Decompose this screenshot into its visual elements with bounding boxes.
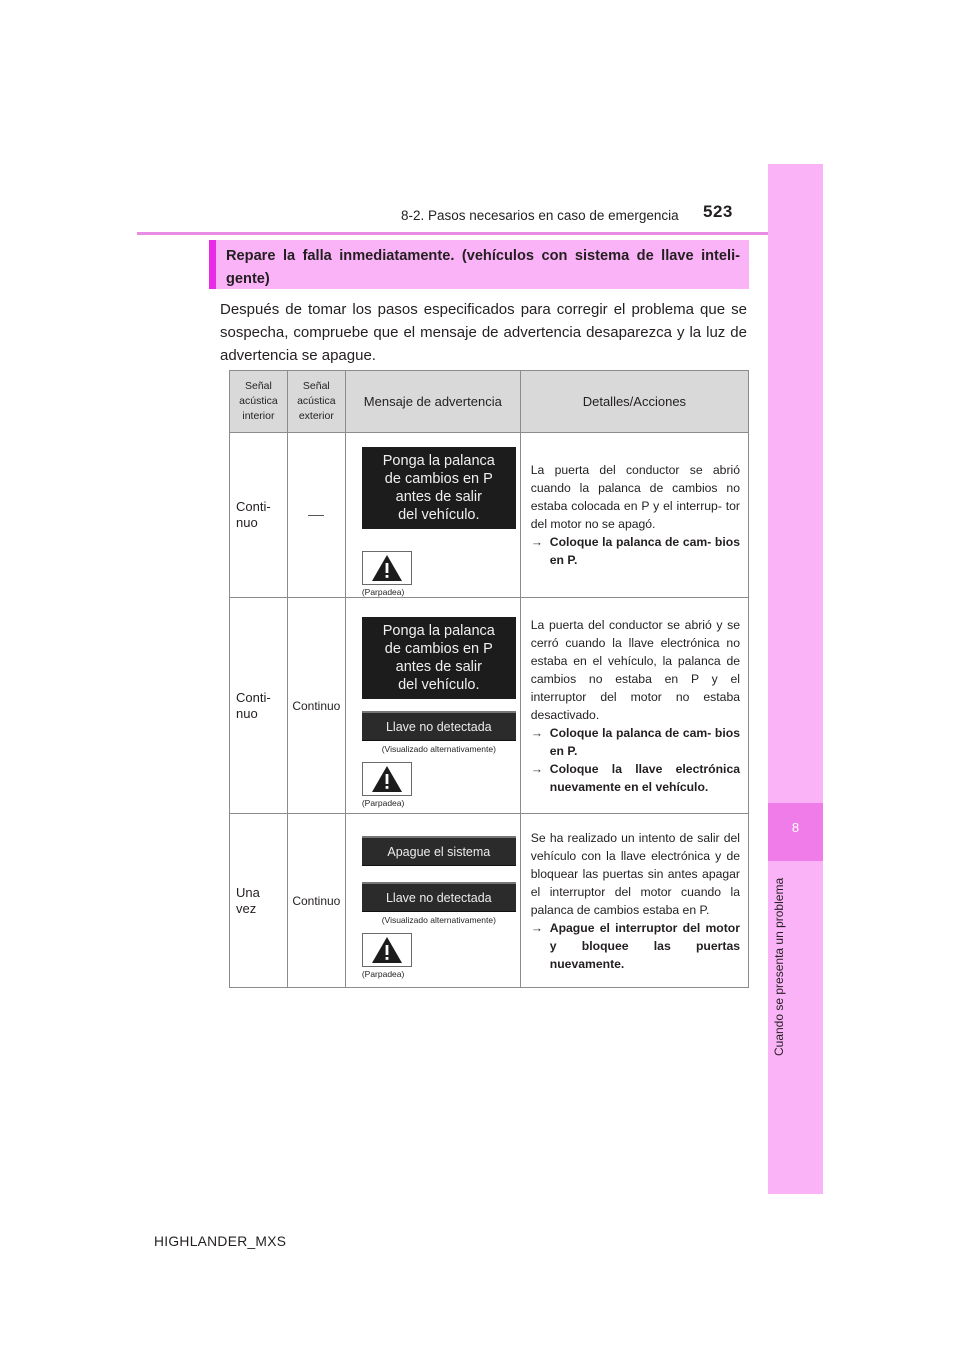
lcd-text: Ponga la palanca xyxy=(382,623,495,639)
blink-note: (Parpadea) xyxy=(361,969,405,979)
lcd-turn-off-system: Apague el sistema xyxy=(362,836,516,866)
details-cell xyxy=(520,814,748,988)
section-heading-box xyxy=(209,240,749,289)
header-section-title: 8-2. Pasos necesarios en caso de emergencia xyxy=(401,208,679,223)
alternate-note: (Visualizado alternativamente) xyxy=(381,915,496,925)
lcd-text: de cambios en P xyxy=(384,641,493,657)
table-row xyxy=(230,814,749,988)
header-text: Señal xyxy=(245,380,272,392)
none-dash xyxy=(308,515,324,516)
chapter-label: Cuando se presenta un problema xyxy=(772,877,786,1056)
warning-message-cell xyxy=(345,433,520,598)
warning-triangle-icon xyxy=(362,551,412,585)
lcd-text: antes de salir xyxy=(395,489,482,505)
alternate-note: (Visualizado alternativamente) xyxy=(381,744,496,754)
header-text: exterior xyxy=(298,410,334,422)
action-item xyxy=(531,724,740,760)
action-text: Coloque la palanca de cam- bios en P. xyxy=(549,535,740,567)
table-row xyxy=(230,433,749,598)
lcd-text: antes de salir xyxy=(395,659,482,675)
header-warning-message: Mensaje de advertencia xyxy=(345,371,520,433)
arrow-icon: → xyxy=(530,920,543,935)
interior-buzzer-cell xyxy=(230,598,288,814)
warning-message-cell xyxy=(345,598,520,814)
arrow-icon: → xyxy=(530,535,543,549)
action-item xyxy=(531,760,740,796)
exterior-buzzer-cell: Continuo xyxy=(287,814,345,988)
lcd-text: de cambios en P xyxy=(384,471,493,487)
details-cell xyxy=(520,598,748,814)
footer-model-code: HIGHLANDER_MXS xyxy=(154,1234,287,1249)
interior-buzzer-cell xyxy=(230,433,288,598)
action-text: Coloque la llave electrónica nuevamente en el vehículo. xyxy=(549,761,740,794)
cell-text: nuo xyxy=(236,705,258,721)
header-interior-buzzer xyxy=(230,371,288,433)
lcd-text: del vehículo. xyxy=(398,507,480,523)
header-text: Señal xyxy=(302,380,330,392)
cell-text: Una xyxy=(236,884,260,900)
lcd-key-not-detected: Llave no detectada xyxy=(362,882,516,912)
exterior-buzzer-cell: Continuo xyxy=(287,598,345,814)
lcd-text: Ponga la palanca xyxy=(382,453,495,469)
header-text: acústica xyxy=(297,395,336,407)
action-item xyxy=(531,533,740,569)
detail-text: La puerta del conductor se abrió cuando la palanca de cambios no estaba colocada en P y el interrup- tor del motor no se apagó. xyxy=(530,463,740,531)
arrow-icon: → xyxy=(530,761,543,776)
page-number: 523 xyxy=(703,202,733,221)
header-text: acústica xyxy=(239,395,278,407)
detail-text: Se ha realizado un intento de salir del vehículo con la llave electrónica y de bloquear las puertas sin antes apagar el interruptor del motor cuando la palanca de cambios estaba en P. xyxy=(530,830,740,917)
warning-triangle-icon xyxy=(362,762,412,796)
detail-text: La puerta del conductor se abrió y se cerró cuando la llave electrónica no estaba en el vehículo, la palanca de cambios no estaba en P y el interruptor del motor no estaba desactivado. xyxy=(530,617,740,722)
details-cell xyxy=(520,433,748,598)
intro-paragraph: Después de tomar los pasos especificados para corregir el problema que se sospecha, compruebe que el mensaje de advertencia desaparezca y la luz de advertencia se apague. xyxy=(220,301,747,364)
lcd-message xyxy=(362,447,516,529)
interior-buzzer-cell xyxy=(230,814,288,988)
chapter-number: 8 xyxy=(791,820,800,835)
header-text: interior xyxy=(242,410,275,422)
action-text: Apague el interruptor del motor y bloquee las puertas nuevamente. xyxy=(549,920,740,971)
cell-text: Conti- xyxy=(236,689,271,705)
arrow-icon: → xyxy=(530,725,543,740)
lcd-text: del vehículo. xyxy=(398,677,480,693)
lcd-key-not-detected: Llave no detectada xyxy=(362,711,516,741)
warning-message-cell xyxy=(345,814,520,988)
header-details: Detalles/Acciones xyxy=(520,371,748,433)
section-title: Repare la falla inmediatamente. (vehículos con sistema de llave inteli- gente) xyxy=(226,248,740,287)
exterior-buzzer-cell xyxy=(287,433,345,598)
warning-table xyxy=(229,370,749,988)
action-text: Coloque la palanca de cam- bios en P. xyxy=(549,725,740,758)
action-item xyxy=(531,919,740,973)
warning-triangle-icon xyxy=(362,933,412,967)
blink-note: (Parpadea) xyxy=(361,587,405,597)
lcd-message xyxy=(362,617,516,699)
cell-text: vez xyxy=(236,900,257,916)
header-exterior-buzzer xyxy=(287,371,345,433)
table-header-row xyxy=(230,371,749,433)
cell-text: nuo xyxy=(236,515,258,530)
table-row xyxy=(230,598,749,814)
blink-note: (Parpadea) xyxy=(361,798,405,808)
cell-text: Conti- xyxy=(236,499,271,514)
header-rule xyxy=(137,232,823,235)
